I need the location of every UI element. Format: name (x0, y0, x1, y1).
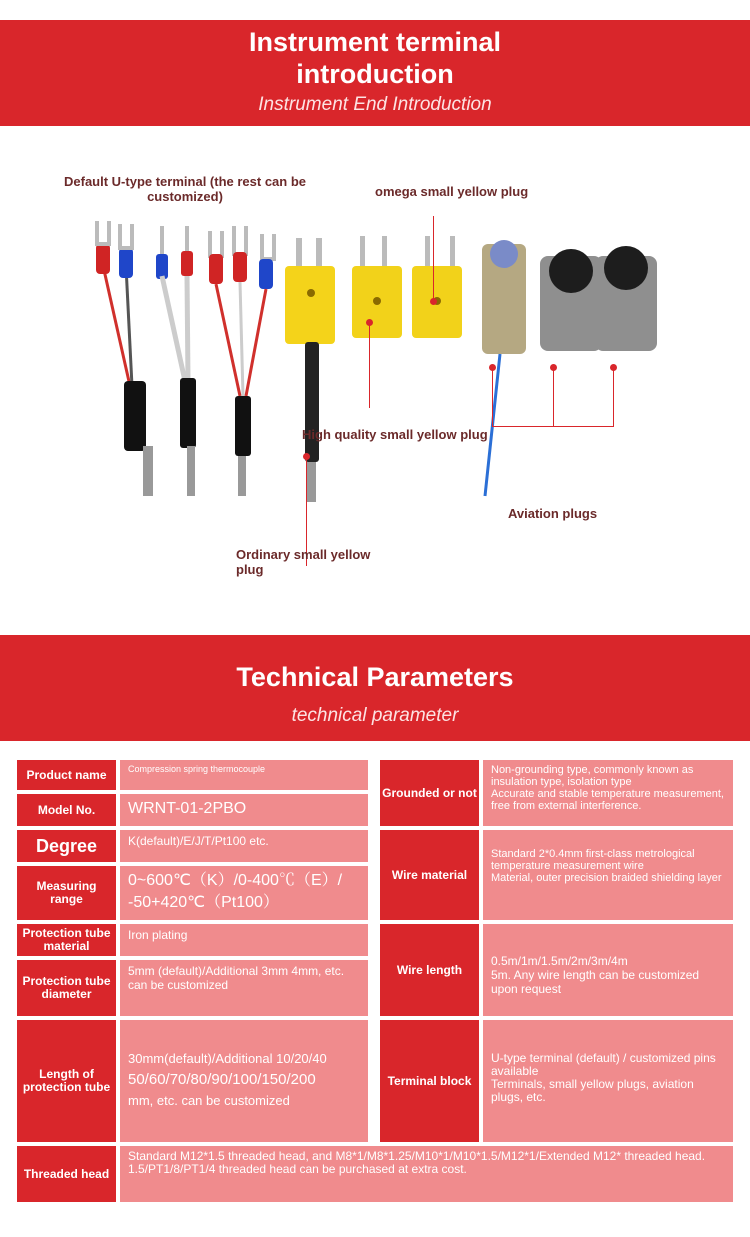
tube-material-value: Iron plating (120, 924, 368, 956)
label-omega-plug: omega small yellow plug (375, 184, 529, 199)
degree-label: Degree (17, 830, 116, 862)
tube-length-value (120, 1020, 368, 1142)
u-terminal-probe-1 (96, 221, 153, 496)
params-title: Technical Parameters (236, 662, 514, 692)
aviation-plug-2 (540, 249, 602, 351)
threaded-head-value (120, 1146, 733, 1202)
aviation-plug-3 (595, 246, 657, 351)
wire-length-label: Wire length (380, 924, 479, 1016)
terminal-block-label: Terminal block (380, 1020, 479, 1142)
wire-material-label: Wire material (380, 830, 479, 920)
aviation-pointer-3 (613, 370, 614, 427)
range-label: Measuring range (17, 866, 116, 920)
grounded-value-line1: Non-grounding type, commonly known as insulation type, isolation type (491, 764, 694, 788)
product-name-value: Compression spring thermocouple (120, 760, 368, 790)
intro-title-line1: Instrument terminal (248, 27, 502, 57)
intro-banner (0, 20, 750, 126)
threaded-head-line2: 1.5/PT1/8/PT1/4 threaded head can be purchased at extra cost. (128, 1162, 467, 1176)
grounded-value (483, 760, 733, 826)
tube-length-line2: 50/60/70/80/90/100/150/200 (128, 1071, 316, 1088)
threaded-head-line1: Standard M12*1.5 threaded head, and M8*1/M8*1.25/M10*1/M10*1.5/M12*1/Extended M12* threaded head. (128, 1149, 706, 1163)
wire-material-value (483, 830, 733, 920)
wire-length-value (483, 924, 733, 1016)
label-default-u-terminal: Default U-type terminal (the rest can be customized) (64, 174, 306, 204)
terminal-photo (0, 126, 750, 635)
omega-pointer-line (433, 216, 434, 301)
aviation-pointer-bar (492, 426, 614, 427)
aviation-pointer-1 (492, 370, 493, 427)
model-label: Model No. (17, 794, 116, 826)
intro-title-line2: introduction (296, 59, 454, 89)
ordinary-pointer-dot (303, 453, 310, 460)
wire-length-line2: 5m. Any wire length can be customized upon request (491, 968, 700, 996)
label-aviation-plugs: Aviation plugs (508, 506, 598, 521)
intro-subtitle: Instrument End Introduction (258, 94, 492, 115)
aviation-dot-3 (610, 364, 617, 371)
grounded-value-line2: Accurate and stable temperature measurement, free from external interference. (491, 788, 724, 812)
wire-material-line2: Material, outer precision braided shielding layer (491, 872, 722, 884)
terminal-block-value (483, 1020, 733, 1142)
params-banner (0, 635, 750, 741)
tube-diameter-value: 5mm (default)/Additional 3mm 4mm, etc. can be customized (120, 960, 368, 1016)
wire-material-line1: Standard 2*0.4mm first-class metrological temperature measurement wire (491, 848, 695, 872)
u-terminal-probe-3 (209, 226, 274, 496)
tube-length-line1: 30mm(default)/Additional 10/20/40 (128, 1051, 327, 1066)
omega-yellow-plug (412, 236, 462, 338)
label-ordinary-plug: Ordinary small yellow plug (236, 547, 371, 577)
label-high-quality-plug: High quality small yellow plug (302, 427, 488, 442)
hq-pointer-dot (366, 319, 373, 326)
grounded-label: Grounded or not (380, 760, 479, 826)
ordinary-yellow-plug (285, 238, 335, 502)
aviation-pointer-2 (553, 370, 554, 427)
range-value-line1: 0~600℃（K）/0-400℃（E）/ (128, 872, 343, 889)
model-value: WRNT-01-2PBO (120, 794, 368, 826)
wire-length-line1: 0.5m/1m/1.5m/2m/3m/4m (491, 954, 628, 968)
aviation-dot-1 (489, 364, 496, 371)
terminal-block-line1: U-type terminal (default) / customized pins available (491, 1051, 716, 1078)
tube-diameter-label: Protection tube diameter (17, 960, 116, 1016)
tube-length-line3: mm, etc. can be customized (128, 1093, 290, 1108)
omega-pointer-dot (430, 298, 437, 305)
params-subtitle: technical parameter (291, 705, 459, 726)
tube-material-label: Protection tube material (17, 924, 116, 956)
range-value-line2: -50+420℃（Pt100） (128, 894, 279, 911)
range-value (120, 866, 368, 920)
hq-pointer-line (369, 321, 370, 408)
tube-length-label: Length of protection tube (17, 1020, 116, 1142)
u-terminal-probe-2 (156, 226, 196, 496)
threaded-head-label: Threaded head (17, 1146, 116, 1202)
degree-value: K(default)/E/J/T/Pt100 etc. (120, 830, 368, 862)
product-name-label: Product name (17, 760, 116, 790)
terminal-block-line2: Terminals, small yellow plugs, aviation plugs, etc. (491, 1077, 694, 1104)
high-quality-yellow-plug (352, 236, 402, 338)
aviation-dot-2 (550, 364, 557, 371)
